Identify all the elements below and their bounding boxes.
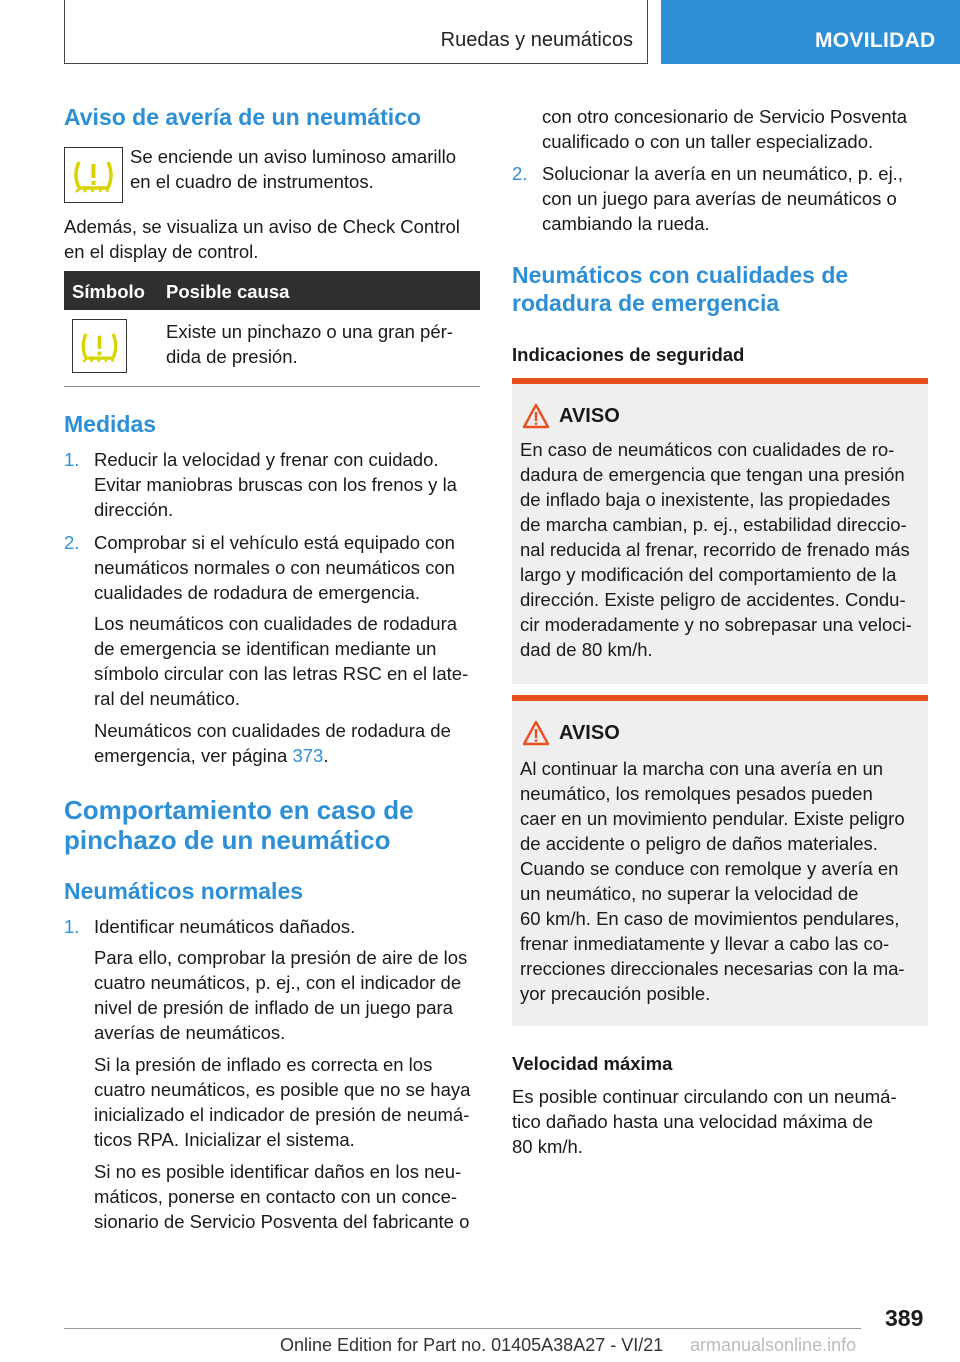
- warning-title: AVISO: [559, 722, 620, 744]
- step2-line2: con un juego para averías de neumáticos o: [542, 188, 897, 209]
- cont-line2: cualificado o con un taller especializado.: [542, 131, 874, 152]
- normales-p2-line3: inicializado el indicador de presión de neumá-: [94, 1104, 470, 1125]
- aviso-text-line1: Se enciende un aviso luminoso amarillo: [130, 146, 456, 167]
- heading-aviso-averia: Aviso de avería de un neumático: [64, 104, 422, 130]
- cont-line1: con otro concesionario de Servicio Posventa: [542, 106, 908, 127]
- watermark: armanualsonline.info: [690, 1335, 857, 1355]
- warn2-line8: frenar inmediatamente y llevar a cabo las co-: [520, 933, 890, 954]
- rsc-line3: símbolo circular con las letras RSC en el late-: [94, 663, 469, 684]
- table-header-simbolo: Símbolo: [72, 281, 145, 302]
- warn2-line10: yor precaución posible.: [520, 983, 711, 1004]
- normales-p3-line2: máticos, ponerse en contacto con un conce-: [94, 1186, 458, 1207]
- velocidad-line2: tico dañado hasta una velocidad máxima de: [512, 1111, 873, 1132]
- medida2-line2: neumáticos normales o con neumáticos con: [94, 557, 455, 578]
- list-number: 2.: [512, 163, 528, 184]
- list-number: 1.: [64, 449, 80, 470]
- rsc-line4: ral del neumático.: [94, 688, 241, 709]
- list-number: 1.: [64, 916, 80, 937]
- page-number: 389: [885, 1305, 924, 1331]
- table-cause-line2: dida de presión.: [166, 346, 298, 367]
- normales-p1-line3: nivel de presión de inflado de un juego para: [94, 997, 453, 1018]
- list-number: 2.: [64, 532, 80, 553]
- aviso-text-line2: en el cuadro de instrumentos.: [130, 171, 374, 192]
- warn1-line7: dirección. Existe peligro de accidentes. Condu-: [520, 589, 906, 610]
- warning-triangle-icon: [522, 403, 550, 429]
- normales-step1: Identificar neumáticos dañados.: [94, 916, 356, 937]
- medida2-line1: Comprobar si el vehículo está equipado con: [94, 532, 455, 553]
- warn2-line5: Cuando se conduce con remolque y avería en: [520, 858, 899, 879]
- normales-p2-line2: cuatro neumáticos, es posible que no se haya: [94, 1079, 471, 1100]
- warning-title: AVISO: [559, 405, 620, 427]
- table-bottom-rule: [64, 386, 480, 387]
- warn1-line1: En caso de neumáticos con cualidades de ro-: [520, 439, 895, 460]
- velocidad-line1: Es posible continuar circulando con un neumá-: [512, 1086, 897, 1107]
- velocidad-line3: 80 km/h.: [512, 1136, 583, 1157]
- warn2-line3: caer en un movimiento pendular. Existe peligro: [520, 808, 905, 829]
- medida2-line3: cualidades de rodadura de emergencia.: [94, 582, 421, 603]
- warn1-line8: cir moderadamente y no sobrepasar una veloci-: [520, 614, 912, 635]
- heading-velocidad-maxima: Velocidad máxima: [512, 1053, 673, 1074]
- check-text-line1: Además, se visualiza un aviso de Check Control: [64, 216, 460, 237]
- medida1-line1: Reducir la velocidad y frenar con cuidado.: [94, 449, 439, 470]
- normales-p1-line1: Para ello, comprobar la presión de aire de los: [94, 947, 468, 968]
- heading-comportamiento-line1: Comportamiento en caso de: [64, 795, 414, 825]
- normales-p2-line4: ticos RPA. Inicializar el sistema.: [94, 1129, 355, 1150]
- table-header: [64, 271, 480, 310]
- heading-rsc-line2: rodadura de emergencia: [512, 290, 780, 316]
- header-tab-movilidad[interactable]: [661, 0, 960, 64]
- warning-top-bar: [512, 695, 928, 701]
- warn1-line5: nal reducida al frenar, recorrido de frenado más: [520, 539, 910, 560]
- page-link-373[interactable]: 373: [292, 745, 324, 766]
- heading-comportamiento-line2: pinchazo de un neumático: [64, 825, 391, 855]
- warn2-line9: rrecciones direccionales necesarias con la ma-: [520, 958, 905, 979]
- ref-line2: [94, 743, 329, 768]
- normales-p1-line2: cuatro neumáticos, p. ej., con el indicador de: [94, 972, 462, 993]
- footer-rule: [64, 1328, 861, 1329]
- footer-edition: Online Edition for Part no. 01405A38A27 - VI/21: [280, 1335, 664, 1355]
- heading-indicaciones-seguridad: Indicaciones de seguridad: [512, 344, 745, 365]
- normales-p3-line1: Si no es posible identificar daños en los neu-: [94, 1161, 462, 1182]
- warn1-line2: dadura de emergencia que tengan una presión: [520, 464, 905, 485]
- warn2-line4: de accidente o peligro de daños materiales.: [520, 833, 878, 854]
- check-text-line2: en el display de control.: [64, 241, 259, 262]
- ref-end: .: [323, 745, 329, 766]
- warn2-line1: Al continuar la marcha con una avería en un: [520, 758, 884, 779]
- normales-p2-line1: Si la presión de inflado es correcta en los: [94, 1054, 433, 1075]
- warn1-line3: de inflado baja o inexistente, las propiedades: [520, 489, 891, 510]
- warn2-line2: neumático, los remolques pesados pueden: [520, 783, 873, 804]
- ref-line1: Neumáticos con cualidades de rodadura de: [94, 720, 451, 741]
- heading-medidas: Medidas: [64, 411, 157, 437]
- header-box: [64, 0, 648, 64]
- step2-line1: Solucionar la avería en un neumático, p. ej.,: [542, 163, 903, 184]
- warn2-line6: un neumático, no superar la velocidad de: [520, 883, 859, 904]
- medida1-line3: dirección.: [94, 499, 174, 520]
- medida1-line2: Evitar maniobras bruscas con los frenos y la: [94, 474, 457, 495]
- table-header-causa: Posible causa: [166, 281, 290, 302]
- warn1-line6: largo y modificación del comportamiento de la: [520, 564, 897, 585]
- tire-pressure-warning-icon: [72, 319, 127, 373]
- normales-p3-line3: sionario de Servicio Posventa del fabricante o: [94, 1211, 470, 1232]
- ref-text: emergencia, ver página: [94, 745, 293, 766]
- warn1-line4: de marcha cambian, p. ej., estabilidad direccio-: [520, 514, 907, 535]
- header-section-title: Ruedas y neumáticos: [440, 29, 633, 51]
- warning-top-bar: [512, 378, 928, 384]
- warn2-line7: 60 km/h. En caso de movimientos pendulares,: [520, 908, 900, 929]
- rsc-line2: de emergencia se identifican mediante un: [94, 638, 437, 659]
- tire-pressure-warning-icon: [64, 147, 123, 203]
- heading-neumaticos-normales: Neumáticos normales: [64, 878, 304, 904]
- heading-rsc-line1: Neumáticos con cualidades de: [512, 262, 849, 288]
- rsc-line1: Los neumáticos con cualidades de rodadura: [94, 613, 458, 634]
- header-tab-label: MOVILIDAD: [815, 29, 936, 52]
- warn1-line9: dad de 80 km/h.: [520, 639, 653, 660]
- table-cause-line1: Existe un pinchazo o una gran pér-: [166, 321, 453, 342]
- step2-line3: cambiando la rueda.: [542, 213, 710, 234]
- warning-triangle-icon: [522, 720, 550, 746]
- normales-p1-line4: averías de neumáticos.: [94, 1022, 286, 1043]
